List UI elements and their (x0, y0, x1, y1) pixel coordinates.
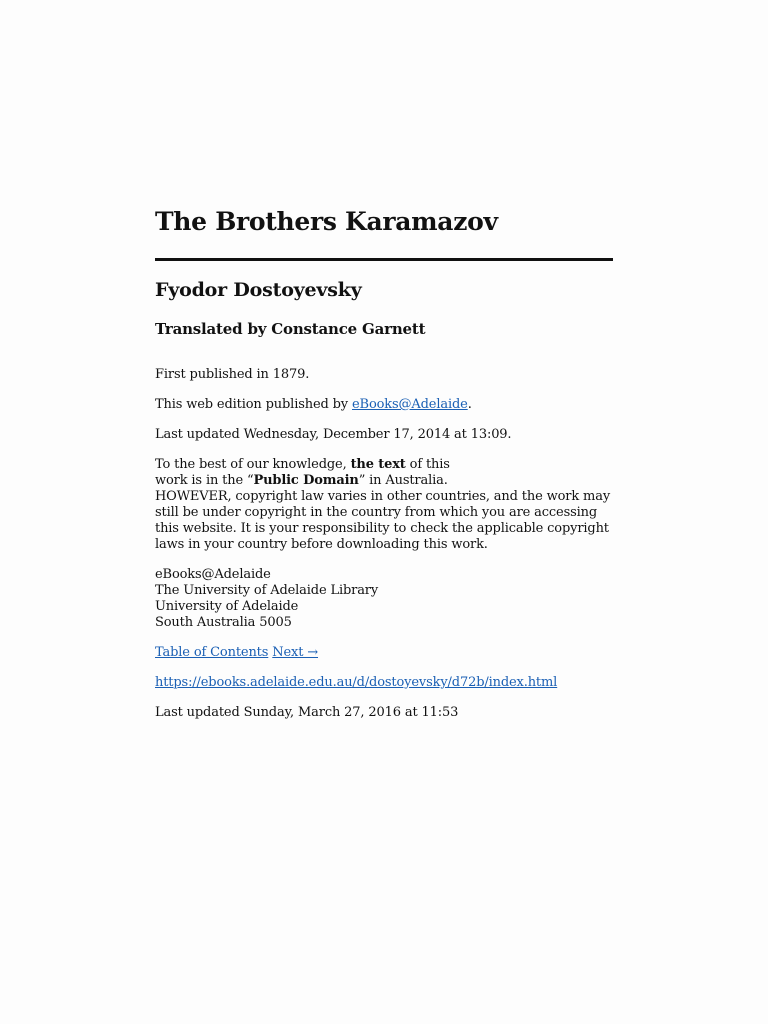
book-title: The Brothers Karamazov (155, 204, 613, 261)
web-edition-line (155, 397, 613, 413)
publisher-address (155, 567, 613, 631)
notice-bold-public-domain: Public Domain (253, 473, 359, 488)
document-page (155, 204, 613, 721)
notice-text: To the best of our knowledge, (155, 457, 351, 472)
copyright-notice (155, 457, 613, 553)
address-line: South Australia 5005 (155, 615, 292, 630)
url-line (155, 675, 613, 691)
web-edition-prefix: This web edition published by (155, 397, 352, 412)
address-line: University of Adelaide (155, 599, 299, 614)
address-line: eBooks@Adelaide (155, 567, 271, 582)
translator-line: Translated by Constance Garnett (155, 320, 426, 338)
web-edition-suffix: . (467, 397, 472, 412)
first-published: First published in 1879. (155, 367, 310, 382)
notice-bold-text: the text (350, 457, 406, 472)
notice-text: ” in Australia. (358, 473, 448, 488)
table-of-contents-link[interactable]: Table of Contents (155, 645, 269, 660)
last-updated-bottom: Last updated Sunday, March 27, 2016 at 11:53 (155, 705, 459, 720)
author-name: Fyodor Dostoyevsky (155, 279, 362, 301)
permalink-url[interactable]: https://ebooks.adelaide.edu.au/d/dostoyevsky/d72b/index.html (155, 675, 558, 690)
navigation-links (155, 645, 613, 661)
notice-text: work is in the “ (155, 473, 254, 488)
next-link[interactable]: Next → (272, 645, 319, 660)
last-updated-top: Last updated Wednesday, December 17, 2014 at 13:09. (155, 427, 512, 442)
ebooks-adelaide-link[interactable]: eBooks@Adelaide (352, 397, 468, 412)
notice-however: HOWEVER, copyright law varies in other countries, and the work may still be under copyright in the country from which you are accessing this website. It is your responsibility to check the applicable copyright laws in your country before downloading this work. (155, 489, 611, 552)
address-line: The University of Adelaide Library (155, 583, 379, 598)
notice-text: of this (405, 457, 450, 472)
